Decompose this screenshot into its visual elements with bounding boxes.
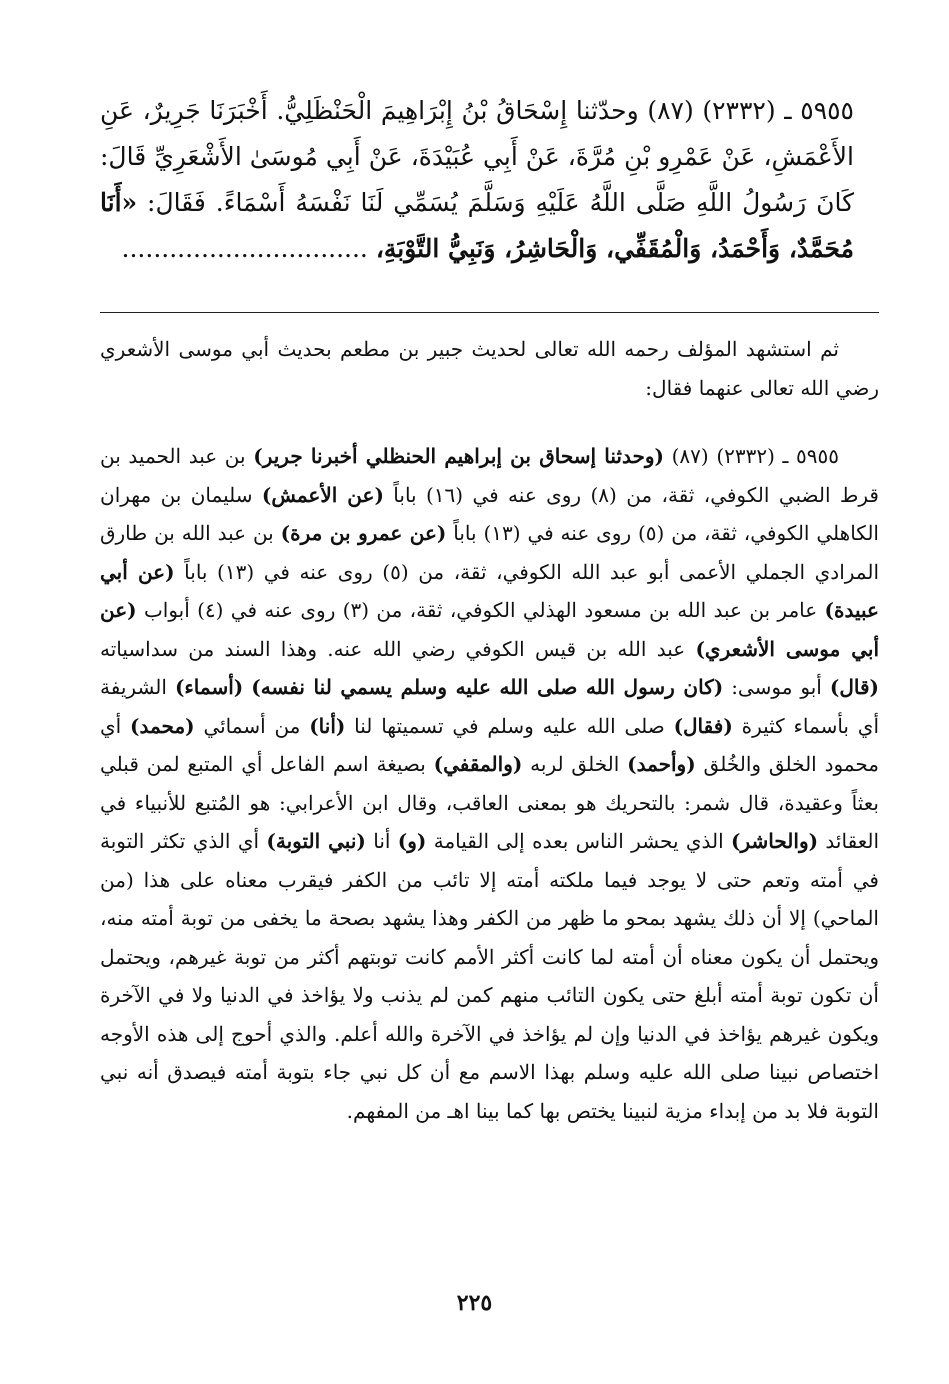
commentary-segment: بصيغة اسم الفاعل أي المتبع لمن قبلي بعثاً وعقيدة، قال شمر: بالتحريك هو بمعنى العاقب، وقال ابن الأعرابي: هو المُتبع للأنبياء في العقائد — [100, 752, 880, 853]
commentary-bold-segment: (وحدثنا إسحاق بن إبراهيم الحنظلي أخبرنا جرير) — [253, 444, 664, 468]
commentary — [100, 330, 879, 1130]
commentary-segment: ٥٩٥٥ ـ (٢٣٣٢) (٨٧) — [663, 444, 839, 468]
commentary-bold-segment: (عن أبي عبيدة) — [100, 559, 879, 622]
commentary-segment: أي الذي تكثر التوبة في أمته وتعم حتى لا يوجد فيما ملكته أمته إلا تائب من الكفر فيقرب معناه على هذا (من الماحي) إلا أن ذلك يشهد بمحو ما ظهر من الكفر وهذا يشهد بصحة ما يخفى من توبة أمته منه، ويحتمل أن يكون معناه أن أمته لما كانت أكثر الأمم كانت توبتهم أكثر من توبة غيرهم، ويحتمل أن تكون توبة أمته أبلغ حتى يكون التائب منهم كمن لم يذنب ولا يؤاخذ في الدنيا ولا في الآخرة ويكون غيرهم يؤاخذ في الدنيا وإن لم يؤاخذ في الآخرة والله أعلم. والذي أحوج إلى هذه الأوجه اختصاص نبينا صلى الله عليه وسلم بهذا الاسم مع أن كل نبي جاء بتوبة أمته فيصدق أنه نبي التوبة فلا بد من إبداء مزية لنبينا يختص بها كما بينا اهـ من المفهم. — [100, 829, 879, 1123]
commentary-segment: بن عبد الحميد بن قرط الضبي الكوفي، ثقة، من (٨) روى عنه في (١٦) باباً — [100, 444, 879, 507]
hadith-text — [100, 88, 854, 272]
commentary-bold-segment: (نبي التوبة) — [266, 829, 366, 853]
commentary-segment: الذي يحشر الناس بعده إلى القيامة — [426, 829, 732, 853]
commentary-bold-segment: (عن أبي موسى الأشعري) — [100, 598, 879, 661]
commentary-bold-segment: (فقال) — [673, 713, 733, 738]
commentary-segment: سليمان بن مهران الكاهلي الكوفي، ثقة، من (٥) روى عنه في (١٣) باباً — [100, 482, 879, 545]
commentary-segment: من أسمائي — [194, 713, 310, 738]
commentary-bold-segment: (عن عمرو بن مرة) — [280, 521, 447, 545]
footnote-divider — [100, 312, 879, 313]
commentary-segment: صلى الله عليه وسلم في تسميتها لنا — [345, 713, 674, 738]
commentary-bold-segment: (قال) — [829, 675, 879, 699]
hadith-continuation-dots: ............................... — [121, 234, 376, 263]
commentary-intro: ثم استشهد المؤلف رحمه الله تعالى لحديث جبير بن مطعم بحديث أبي موسى الأشعري رضي الله تعالى عنهما فقال: — [100, 337, 879, 400]
commentary-segment: بن عبد الله بن طارق المرادي الجملي الأعمى أبو عبد الله الكوفي، ثقة، من (٥) روى عنه في (١٣) باباً — [100, 521, 880, 584]
commentary-bold-segment: (و) — [397, 829, 427, 853]
commentary-bold-segment: (والمقفي) — [433, 752, 523, 776]
hadith-matn: ٥٩٥٥ ـ (٢٣٣٢) (٨٧) وحدّثنا إِسْحَاقُ بْنُ إِبْرَاهِيمَ الْحَنْظَلِيُّ. أَخْبَرَنَا جَرِيرٌ، عَنِ الأَعْمَشِ، عَنْ عَمْرِو بْنِ مُرَّةَ، عَنْ أَبِي عُبَيْدَةَ، عَنْ أَبِي مُوسَىٰ الأَشْعَرِيِّ قَالَ: كَانَ رَسُولُ اللَّهِ صَلَّى اللَّهُ عَلَيْهِ وَسَلَّمَ يُسَمِّي لَنَا نَفْسَهُ أَسْمَاءً. فَقَالَ: — [100, 96, 854, 217]
commentary-segment: عبد الله بن قيس الكوفي رضي الله عنه. وهذا السند من سداسياته — [100, 636, 696, 661]
commentary-segment: الشريفة — [100, 675, 175, 699]
commentary-segment: أي محمود الخلق والخُلق — [100, 713, 879, 776]
commentary-bold-segment: (عن الأعمش) — [261, 482, 384, 507]
commentary-segment: أنا — [365, 829, 398, 853]
commentary-segment: أي بأسماء كثيرة — [732, 713, 880, 738]
hadith-names-of-prophet: «أَنَا مُحَمَّدٌ، وَأَحْمَدُ، وَالْمُقَفِّي، وَالْحَاشِرُ، وَنَبِيُّ التَّوْبَةِ، — [100, 188, 854, 263]
commentary-segment: عامر بن عبد الله بن مسعود الهذلي الكوفي، ثقة، من (٣) روى عنه في (٤) أبواب — [136, 598, 825, 622]
commentary-bold-segment: (وأحمد) — [627, 752, 696, 776]
commentary-bold-segment: (والحاشر) — [731, 829, 819, 853]
commentary-body — [100, 437, 879, 1130]
commentary-segment: أبو موسى: — [723, 675, 830, 699]
commentary-bold-segment: (محمد) — [130, 713, 195, 738]
commentary-segment: الخلق لربه — [522, 752, 628, 776]
commentary-bold-segment: (أسماء) — [174, 675, 244, 699]
commentary-bold-segment: (كان رسول الله صلى الله عليه وسلم يسمي لنا نفسه) — [251, 675, 724, 699]
commentary-bold-segment: (أنا) — [309, 713, 346, 738]
page-number: ٢٢٥ — [456, 1290, 493, 1316]
